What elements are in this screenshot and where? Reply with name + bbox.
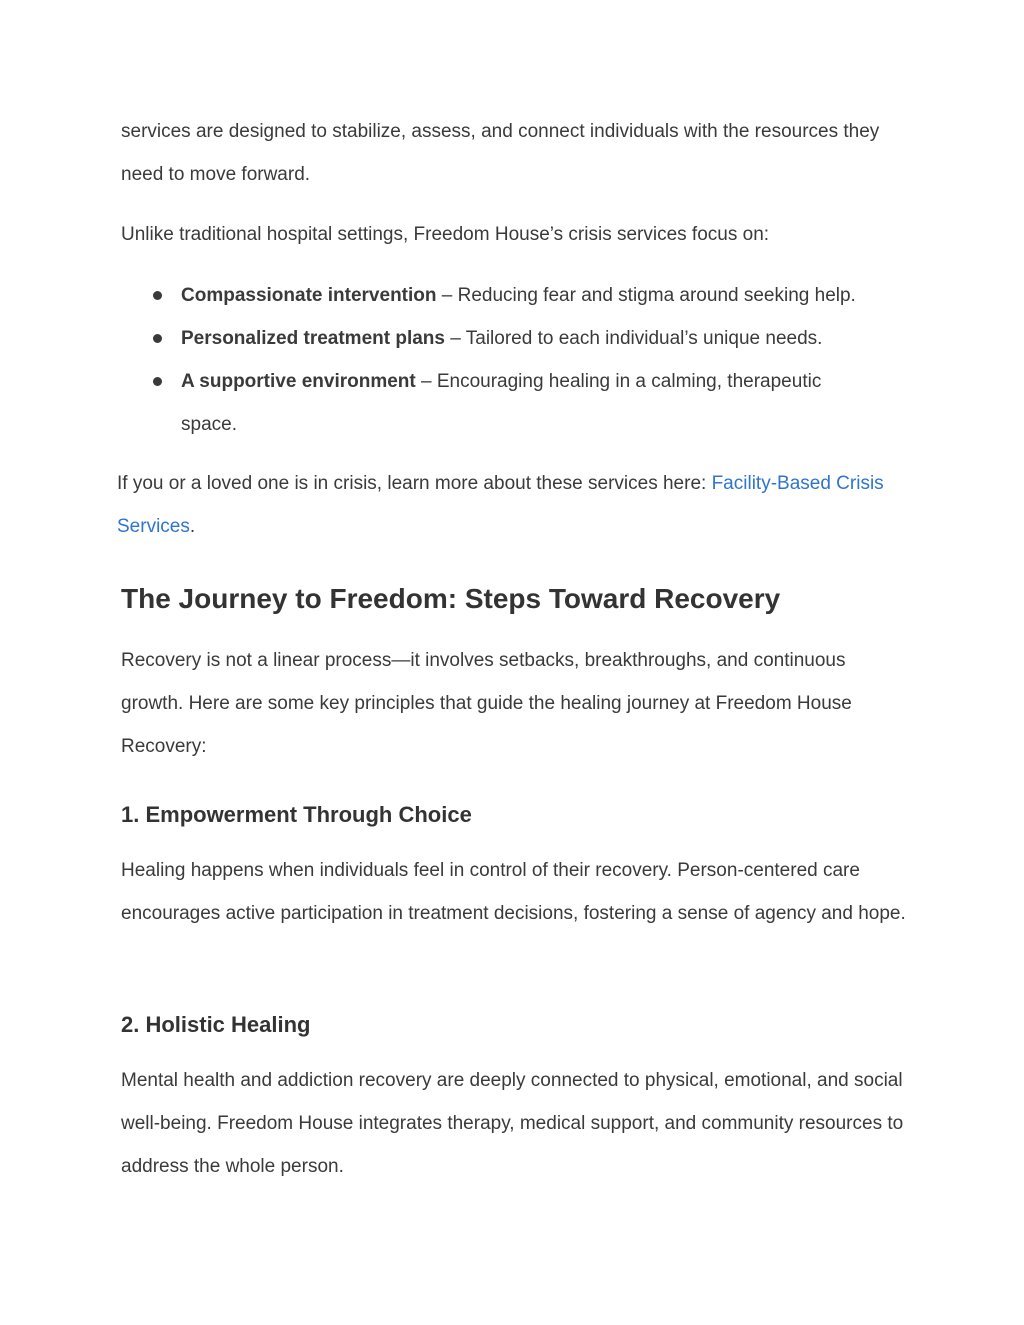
list-item — [121, 317, 901, 360]
crisis-cta-paragraph — [117, 462, 897, 548]
list-item — [121, 360, 861, 446]
section-title: The Journey to Freedom: Steps Toward Recovery — [121, 583, 781, 614]
bullet-icon — [153, 291, 162, 300]
bullet-icon — [153, 377, 162, 386]
list-item-text: – Reducing fear and stigma around seeking help. — [436, 285, 856, 306]
crisis-cta-trailing: . — [189, 516, 196, 537]
intro-continuation-paragraph: services are designed to stabilize, assess, and connect individuals with the resources they need to move forward. — [121, 121, 880, 185]
list-item-bold: Compassionate intervention — [181, 285, 437, 306]
list-item-bold: A supportive environment — [181, 371, 416, 392]
list-item-text: – Tailored to each individual’s unique needs. — [444, 328, 823, 349]
principle-heading: 1. Empowerment Through Choice — [121, 802, 472, 827]
focus-lead-paragraph: Unlike traditional hospital settings, Freedom House’s crisis services focus on: — [121, 224, 770, 245]
list-item-text: – Encouraging healing in a calming, therapeutic space. — [181, 371, 822, 435]
principle-body: Healing happens when individuals feel in control of their recovery. Person-centered care encourages active participation in treatment decisions, fostering a sense of agency and hope. — [121, 860, 906, 924]
bullet-icon — [153, 334, 162, 343]
focus-list — [121, 274, 901, 446]
section-intro-paragraph: Recovery is not a linear process—it involves setbacks, breakthroughs, and continuous growth. Here are some key principles that guide the healing journey at Freedom House Recovery: — [121, 650, 852, 757]
principle-body: Mental health and addiction recovery are deeply connected to physical, emotional, and social well-being. Freedom House integrates therapy, medical support, and community resources to address the whole person. — [121, 1070, 904, 1177]
list-item — [121, 274, 901, 317]
crisis-cta-text: If you or a loved one is in crisis, learn more about these services here: — [117, 473, 712, 494]
list-item-bold: Personalized treatment plans — [181, 328, 445, 349]
facility-based-crisis-services-link[interactable]: Facility-Based Crisis Services — [117, 473, 884, 537]
principle-heading: 2. Holistic Healing — [121, 1012, 311, 1037]
